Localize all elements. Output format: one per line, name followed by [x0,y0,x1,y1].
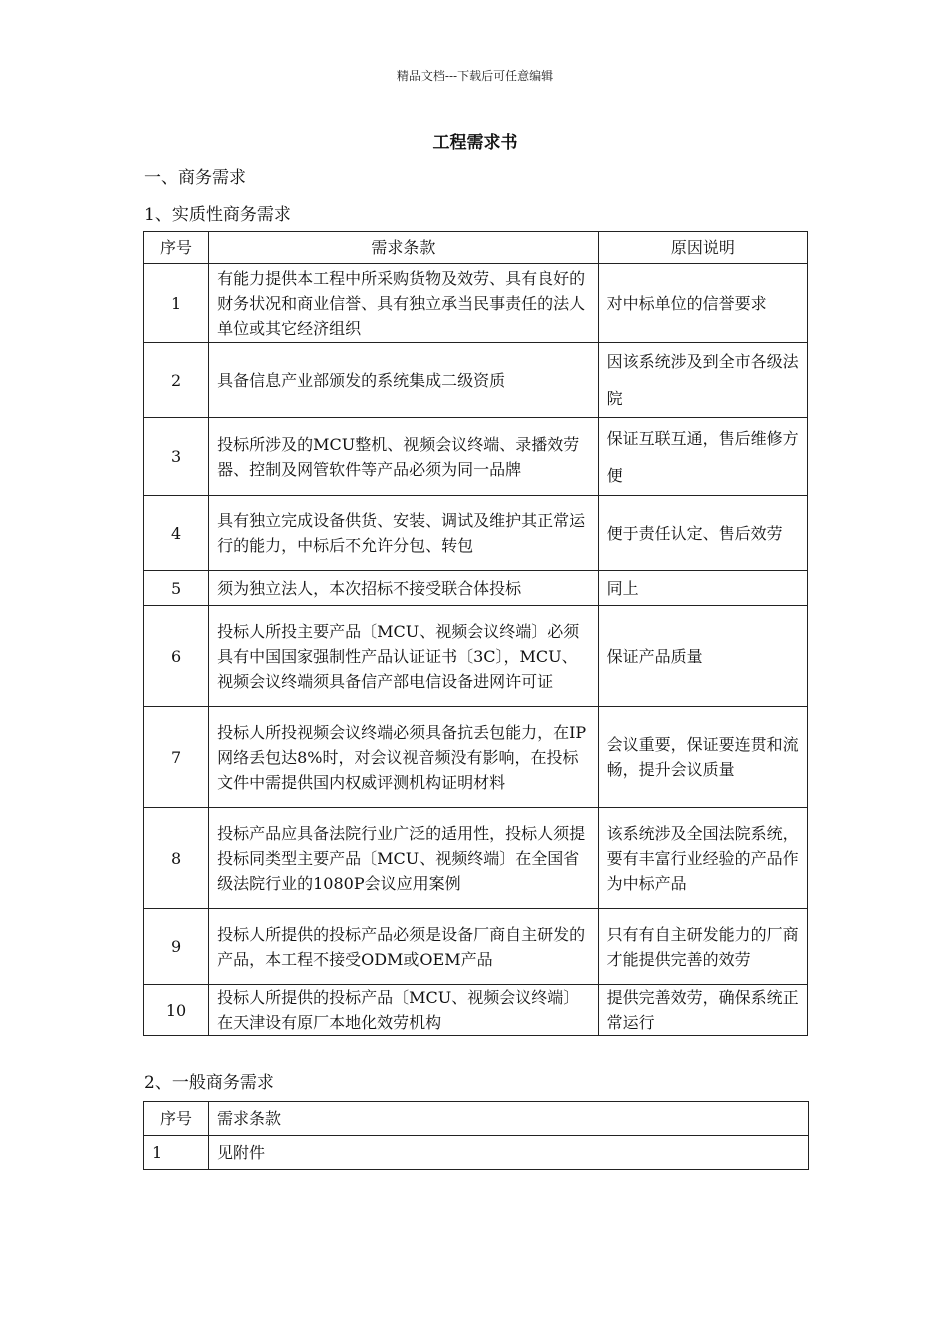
table-header-row [144,1102,809,1136]
row-term: 具有独立完成设备供货、安装、调试及维护其正常运行的能力，中标后不允许分包、转包 [209,496,599,571]
row-reason: 对中标单位的信誉要求 [598,264,807,343]
table-row [144,1136,809,1170]
general-requirements-table [143,1101,809,1170]
table-header-row [144,232,808,264]
table-row [144,496,808,571]
row-no: 2 [144,343,209,418]
row-no: 8 [144,808,209,909]
section-heading-general: 2、一般商务需求 [144,1073,274,1093]
row-reason: 便于责任认定、售后效劳 [598,496,807,571]
row-reason: 保证互联互通，售后维修方便 [598,418,807,496]
table-row [144,606,808,707]
table-row [144,264,808,343]
row-reason: 同上 [598,571,807,606]
row-no: 7 [144,707,209,808]
row-term: 投标人所投视频会议终端必须具备抗丢包能力，在IP网络丢包达8%时，对会议视音频没有影响，在投标文件中需提供国内权威评测机构证明材料 [209,707,599,808]
row-reason: 提供完善效劳，确保系统正常运行 [598,985,807,1036]
row-no: 9 [144,909,209,985]
table-row [144,909,808,985]
table-row [144,343,808,418]
row-no: 4 [144,496,209,571]
table-row [144,985,808,1036]
header-reason: 原因说明 [598,232,807,264]
row-term: 见附件 [209,1136,809,1170]
header-term: 需求条款 [209,232,599,264]
row-term: 投标人所投主要产品〔MCU、视频会议终端〕必须具有中国国家强制性产品认证证书〔3C〕，MCU、视频会议终端须具备信产部电信设备进网许可证 [209,606,599,707]
header-term: 需求条款 [209,1102,809,1136]
row-no: 1 [144,264,209,343]
row-term: 投标人所提供的投标产品必须是设备厂商自主研发的产品，本工程不接受ODM或OEM产品 [209,909,599,985]
row-no: 10 [144,985,209,1036]
table-row [144,707,808,808]
row-reason: 该系统涉及全国法院系统，要有丰富行业经验的产品作为中标产品 [598,808,807,909]
table-row [144,571,808,606]
row-term: 有能力提供本工程中所采购货物及效劳、具有良好的财务状况和商业信誉、具有独立承当民事责任的法人单位或其它经济组织 [209,264,599,343]
table-row [144,808,808,909]
row-no: 5 [144,571,209,606]
section-heading-substantive: 1、实质性商务需求 [144,205,291,225]
table-row [144,418,808,496]
row-term: 投标产品应具备法院行业广泛的适用性，投标人须提投标同类型主要产品〔MCU、视频终端〕在全国省级法院行业的1080P会议应用案例 [209,808,599,909]
row-reason: 会议重要，保证要连贯和流畅，提升会议质量 [598,707,807,808]
header-no: 序号 [144,232,209,264]
row-term: 投标人所提供的投标产品〔MCU、视频会议终端〕在天津设有原厂本地化效劳机构 [209,985,599,1036]
substantive-requirements-table [143,231,808,1036]
row-no: 6 [144,606,209,707]
watermark-header: 精品文档---下载后可任意编辑 [396,69,554,83]
row-no: 3 [144,418,209,496]
row-reason: 因该系统涉及到全市各级法院 [598,343,807,418]
row-term: 须为独立法人，本次招标不接受联合体投标 [209,571,599,606]
row-reason: 保证产品质量 [598,606,807,707]
header-no: 序号 [144,1102,209,1136]
section-heading-business: 一、商务需求 [144,168,246,188]
row-reason: 只有有自主研发能力的厂商才能提供完善的效劳 [598,909,807,985]
row-term: 投标所涉及的MCU整机、视频会议终端、录播效劳器、控制及网管软件等产品必须为同一品牌 [209,418,599,496]
row-term: 具备信息产业部颁发的系统集成二级资质 [209,343,599,418]
document-title: 工程需求书 [432,133,518,153]
row-no: 1 [144,1136,209,1170]
